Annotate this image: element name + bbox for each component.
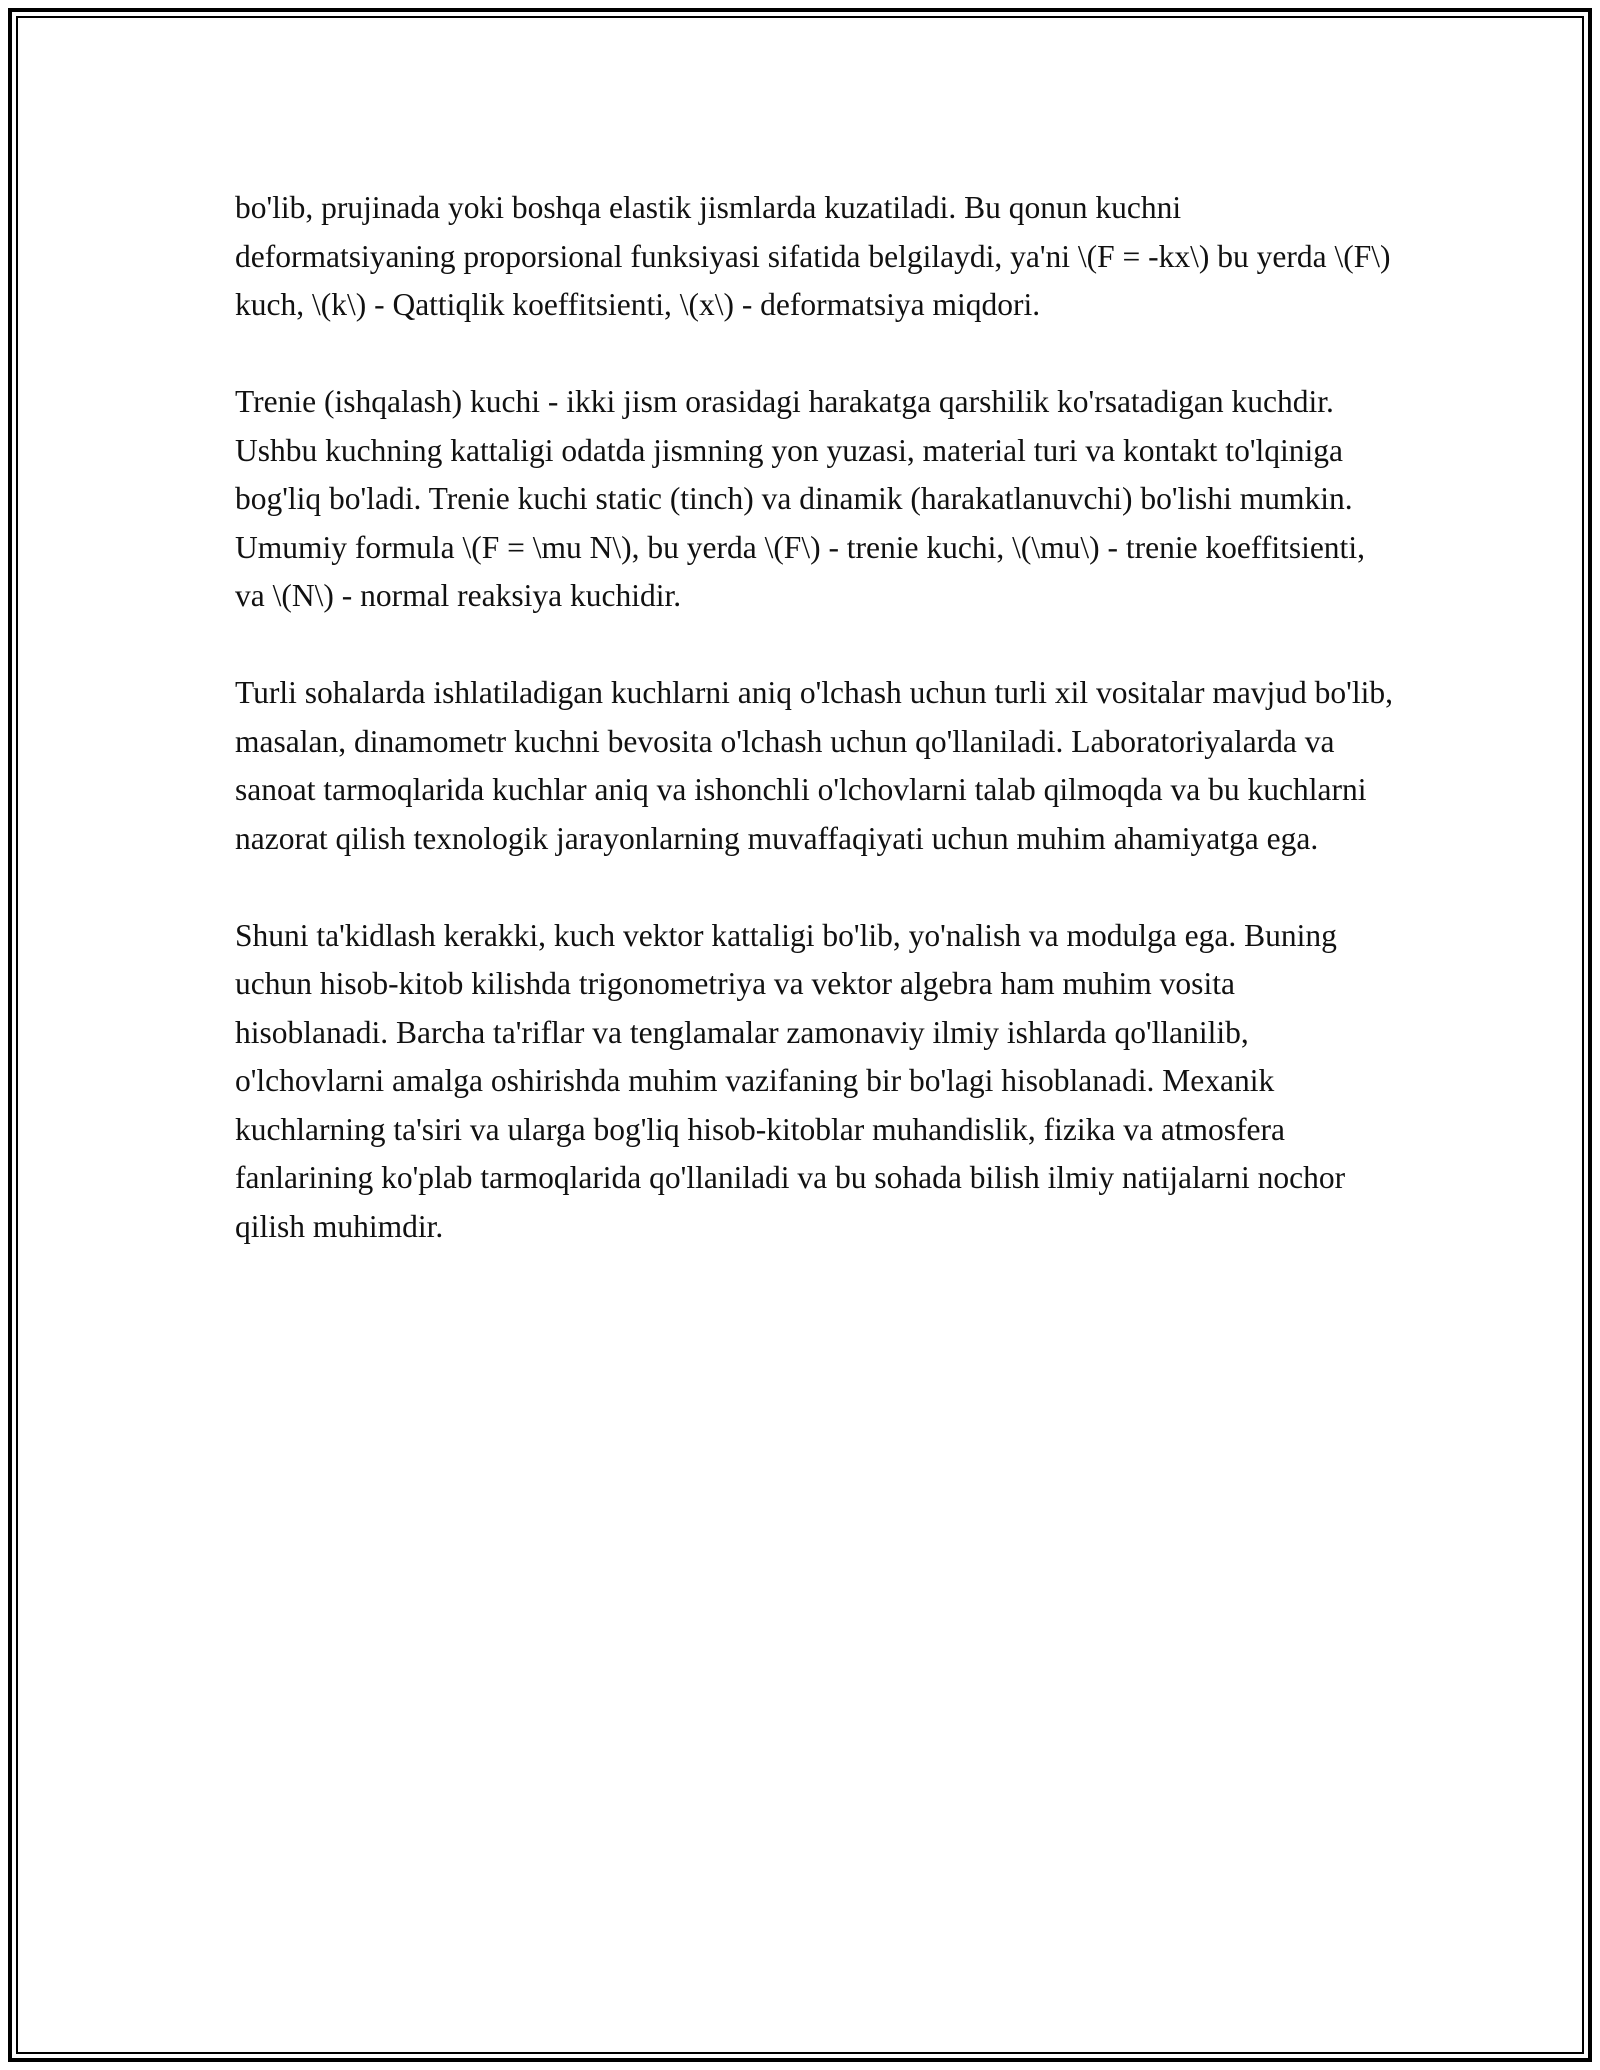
document-body [235,184,1395,1300]
paragraph-friction-force: Trenie (ishqalash) kuchi - ikki jism orasidagi harakatga qarshilik ko'rsatadigan kuchdir. Ushbu kuchning kattaligi odatda jismning yon yuzasi, material turi va kontakt to'lqiniga bog'liq bo'ladi. Trenie kuchi static (tinch) va dinamik (harakatlanuvchi) bo'lishi mumkin. Umumiy formula \(F = \mu N\), bu yerda \(F\) - trenie kuchi, \(\mu\) - trenie koeffitsienti, va \(N\) - normal reaksiya kuchidir. [235,384,1365,613]
paragraph-force-vector: Shuni ta'kidlash kerakki, kuch vektor kattaligi bo'lib, yo'nalish va modulga ega. Buning uchun hisob-kitob kilishda trigonometriya va vektor algebra ham muhim vosita hisoblanadi. Barcha ta'riflar va tenglamalar zamonaviy ilmiy ishlarda qo'llanilib, o'lchovlarni amalga oshirishda muhim vazifaning bir bo'lagi hisoblanadi. Mexanik kuchlarning ta'siri va ularga bog'liq hisob-kitoblar muhandislik, fizika va atmosfera fanlarining ko'plab tarmoqlarida qo'llaniladi va bu sohada bilish ilmiy natijalarni nochor qilish muhimdir. [235,917,1346,1244]
paragraph-hooke-law: bo'lib, prujinada yoki boshqa elastik jismlarda kuzatiladi. Bu qonun kuchni deformatsiyaning proporsional funksiyasi sifatida belgilaydi, ya'ni \(F = -kx\) bu yerda \(F\) kuch, \(k\) - Qattiqlik koeffitsienti, \(x\) - deformatsiya miqdori. [235,190,1391,322]
paragraph-force-measurement: Turli sohalarda ishlatiladigan kuchlarni aniq o'lchash uchun turli xil vositalar mavjud bo'lib, masalan, dinamometr kuchni bevosita o'lchash uchun qo'llaniladi. Laboratoriyalarda va sanoat tarmoqlarida kuchlar aniq va ishonchli o'lchovlarni talab qilmoqda va bu kuchlarni nazorat qilish texnologik jarayonlarning muvaffaqiyati uchun muhim ahamiyatga ega. [235,675,1393,856]
